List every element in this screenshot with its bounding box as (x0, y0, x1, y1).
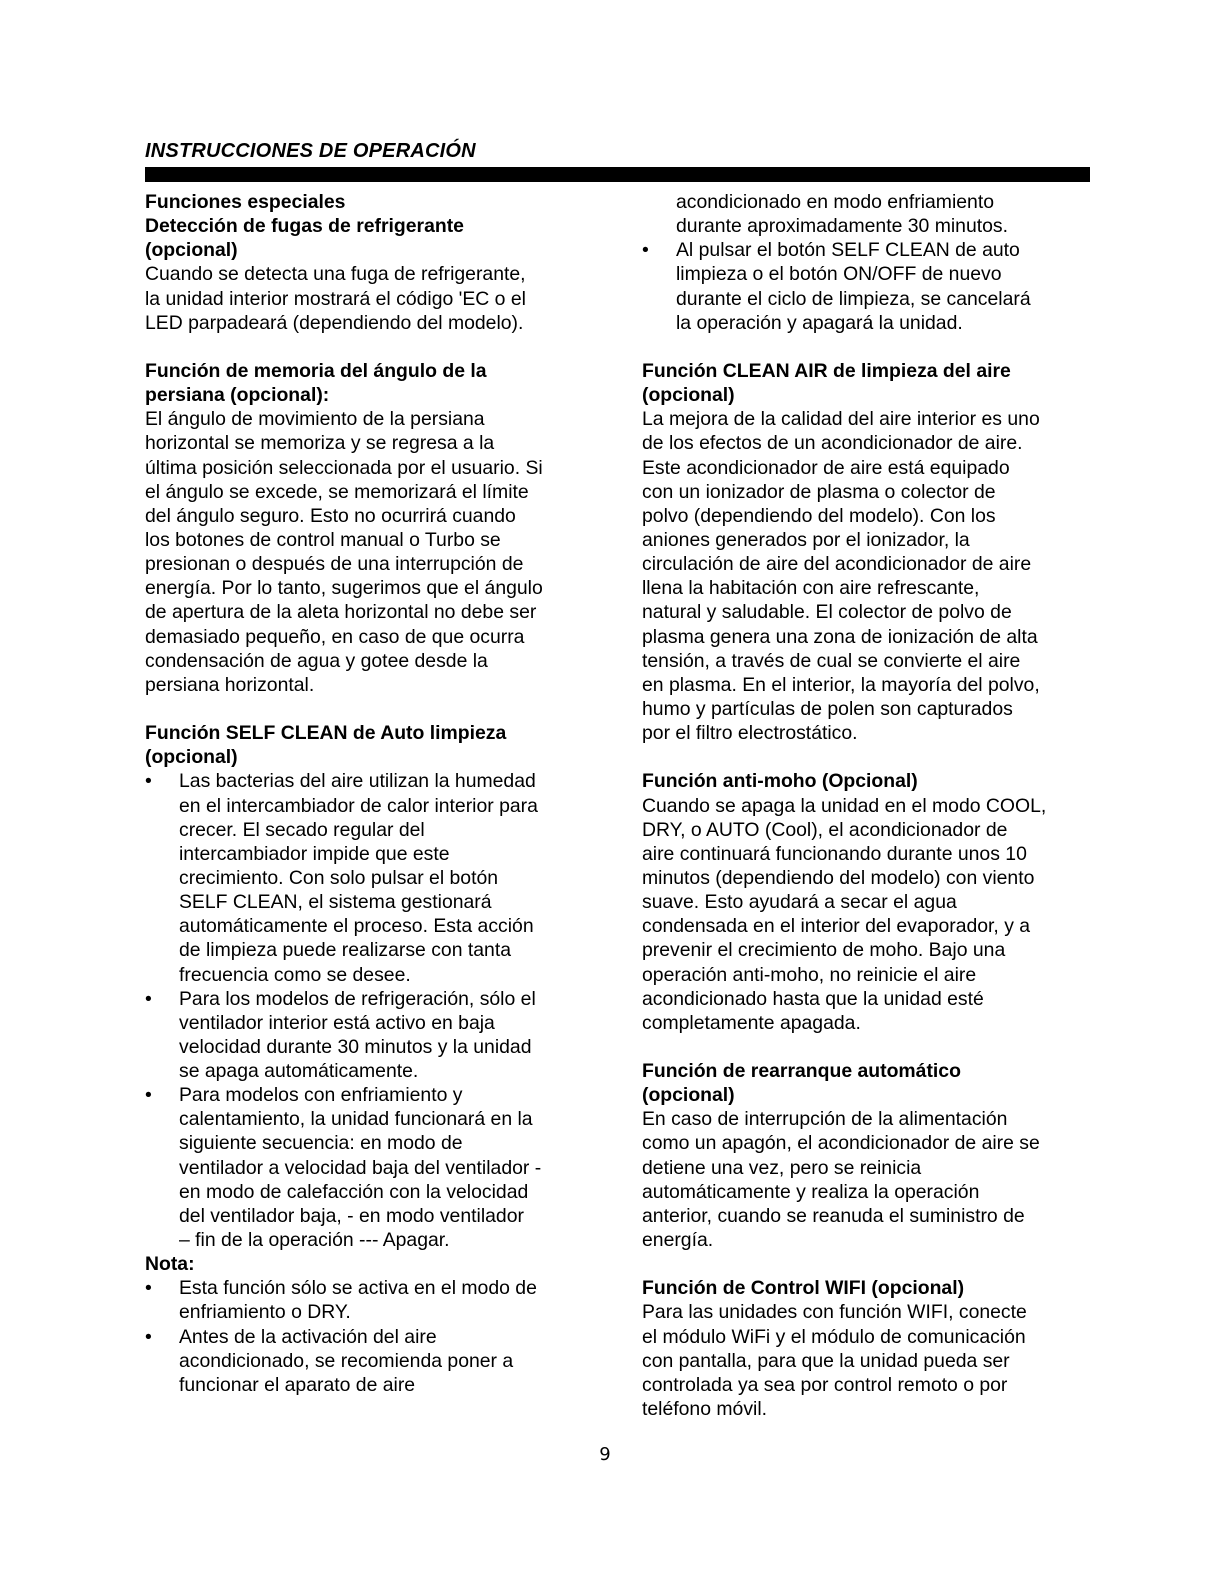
line-text: SELF CLEAN, el sistema gestionará (179, 891, 492, 914)
line-text: automáticamente y realiza la operación (642, 1180, 980, 1203)
bullet-icon: • (642, 239, 649, 262)
text-line (145, 431, 585, 455)
section-heading-line (642, 1083, 1092, 1107)
text-line (642, 1107, 1092, 1131)
bullet-item-line (145, 769, 585, 793)
line-text: limpieza o el botón ON/OFF de nuevo (676, 263, 1002, 286)
text-line (145, 1204, 585, 1228)
line-text: durante aproximadamente 30 minutos. (676, 215, 1008, 238)
text-line (642, 1131, 1092, 1155)
line-text: la operación y apagará la unidad. (676, 311, 963, 334)
line-text: crecer. El secado regular del (179, 818, 425, 841)
line-text: Cuando se detecta una fuga de refrigerante, (145, 263, 526, 286)
text-line (642, 504, 1092, 528)
line-text: velocidad durante 30 minutos y la unidad (179, 1035, 532, 1058)
line-text: Para las unidades con función WIFI, conecte (642, 1301, 1027, 1324)
text-line (642, 576, 1092, 600)
line-text: en modo de calefacción con la velocidad (179, 1180, 529, 1203)
bullet-item-line (145, 1083, 585, 1107)
section-heading-line (145, 359, 585, 383)
text-line (642, 1397, 1092, 1421)
text-line (642, 311, 1092, 335)
text-line (145, 504, 585, 528)
line-text: como un apagón, el acondicionador de aire se (642, 1132, 1040, 1155)
text-line (145, 649, 585, 673)
line-text: persiana (opcional): (145, 384, 330, 407)
paragraph-spacer (642, 1035, 1092, 1059)
line-text: suave. Esto ayudará a secar el agua (642, 891, 957, 914)
text-line (642, 794, 1092, 818)
text-line (642, 1011, 1092, 1035)
text-line (642, 721, 1092, 745)
text-line (642, 214, 1092, 238)
paragraph-spacer (145, 697, 585, 721)
bullet-icon: • (145, 1277, 152, 1300)
bullet-item-line (145, 987, 585, 1011)
text-line (145, 1131, 585, 1155)
line-text: automáticamente el proceso. Esta acción (179, 915, 534, 938)
text-line (145, 963, 585, 987)
left-column (145, 190, 585, 1397)
line-text: intercambiador impide que este (179, 842, 450, 865)
line-text: en el intercambiador de calor interior para (179, 794, 538, 817)
line-text: Cuando se apaga la unidad en el modo COOL, (642, 794, 1047, 817)
text-line (642, 262, 1092, 286)
text-line (642, 1300, 1092, 1324)
line-text: con un ionizador de plasma o colector de (642, 480, 996, 503)
text-line (145, 456, 585, 480)
line-text: controlada ya sea por control remoto o por (642, 1373, 1008, 1396)
text-line (642, 673, 1092, 697)
line-text: teléfono móvil. (642, 1398, 768, 1421)
text-line (642, 407, 1092, 431)
section-heading-line (145, 745, 585, 769)
text-line (642, 842, 1092, 866)
text-line (145, 842, 585, 866)
line-text: frecuencia como se desee. (179, 963, 411, 986)
text-line (145, 1180, 585, 1204)
line-text: aire continuará funcionando durante unos 10 (642, 842, 1027, 865)
text-line (642, 1180, 1092, 1204)
line-text: El ángulo de movimiento de la persiana (145, 408, 485, 431)
text-line (145, 407, 585, 431)
text-line (145, 938, 585, 962)
line-text: prevenir el crecimiento de moho. Bajo una (642, 939, 1006, 962)
line-text: Funciones especiales (145, 191, 346, 213)
right-column (642, 190, 1092, 1421)
text-line (145, 552, 585, 576)
line-text: siguiente secuencia: en modo de (179, 1132, 463, 1155)
section-heading-line (642, 1276, 1092, 1300)
text-line (642, 528, 1092, 552)
text-line (642, 1156, 1092, 1180)
line-text: Función de rearranque automático (642, 1060, 961, 1083)
text-line (642, 649, 1092, 673)
page-header: INSTRUCCIONES DE OPERACIÓN (145, 140, 476, 162)
line-text: Función de memoria del ángulo de la (145, 359, 487, 382)
text-line (642, 1349, 1092, 1373)
line-text: DRY, o AUTO (Cool), el acondicionador de (642, 818, 1008, 841)
bullet-icon: • (145, 770, 152, 793)
line-text: se apaga automáticamente. (179, 1060, 419, 1083)
line-text: condensación de agua y gotee desde la (145, 649, 488, 672)
text-line (145, 480, 585, 504)
line-text: acondicionado hasta que la unidad esté (642, 987, 984, 1010)
text-line (145, 1107, 585, 1131)
line-text: el ángulo se excede, se memorizará el límite (145, 480, 529, 503)
bullet-item-line (145, 1276, 585, 1300)
text-line (642, 480, 1092, 504)
line-text: anterior, cuando se reanuda el suministro de (642, 1204, 1025, 1227)
text-line (642, 1228, 1092, 1252)
paragraph-spacer (642, 745, 1092, 769)
section-heading-line (145, 383, 585, 407)
line-text: persiana horizontal. (145, 673, 315, 696)
line-text: calentamiento, la unidad funcionará en la (179, 1108, 533, 1131)
line-text: circulación de aire del acondicionador de aire (642, 553, 1032, 576)
line-text: energía. Por lo tanto, sugerimos que el ángulo (145, 577, 543, 600)
line-text: LED parpadeará (dependiendo del modelo). (145, 311, 524, 334)
line-text: de los efectos de un acondicionador de aire. (642, 432, 1023, 455)
paragraph-spacer (642, 1252, 1092, 1276)
line-text: Para los modelos de refrigeración, sólo el (179, 987, 536, 1010)
text-line (145, 1349, 585, 1373)
line-text: acondicionado en modo enfriamiento (676, 191, 995, 213)
text-line (642, 890, 1092, 914)
line-text: el módulo WiFi y el módulo de comunicación (642, 1325, 1026, 1348)
line-text: natural y saludable. El colector de polvo de (642, 601, 1012, 624)
text-line (145, 1035, 585, 1059)
text-line (145, 1011, 585, 1035)
line-text: última posición seleccionada por el usuario. Si (145, 456, 543, 479)
line-text: Nota: (145, 1253, 195, 1276)
line-text: detiene una vez, pero se reinicia (642, 1156, 922, 1179)
bullet-icon: • (145, 987, 152, 1010)
line-text: Para modelos con enfriamiento y (179, 1084, 463, 1107)
line-text: durante el ciclo de limpieza, se cancelará (676, 287, 1031, 310)
text-line (145, 1156, 585, 1180)
line-text: (opcional) (145, 746, 238, 769)
text-line (642, 552, 1092, 576)
line-text: energía. (642, 1229, 714, 1252)
line-text: humo y partículas de polen son capturados (642, 697, 1013, 720)
line-text: llena la habitación con aire refrescante, (642, 577, 980, 600)
line-text: Las bacterias del aire utilizan la humedad (179, 770, 536, 793)
line-text: de limpieza puede realizarse con tanta (179, 939, 511, 962)
text-line (642, 625, 1092, 649)
line-text: funcionar el aparato de aire (179, 1373, 416, 1396)
paragraph-spacer (642, 335, 1092, 359)
line-text: la unidad interior mostrará el código 'EC o el (145, 287, 526, 310)
line-text: operación anti-moho, no reinicie el aire (642, 963, 977, 986)
text-line (642, 600, 1092, 624)
text-line (642, 987, 1092, 1011)
line-text: En caso de interrupción de la alimentación (642, 1108, 1008, 1131)
line-text: Función anti-moho (Opcional) (642, 770, 918, 793)
text-line (145, 818, 585, 842)
text-line (145, 1228, 585, 1252)
line-text: del ventilador baja, - en modo ventilador (179, 1204, 524, 1227)
section-heading-line (145, 721, 585, 745)
section-heading-line (145, 238, 585, 262)
line-text: ventilador interior está activo en baja (179, 1011, 495, 1034)
text-line (642, 456, 1092, 480)
line-text: presionan o después de una interrupción de (145, 553, 524, 576)
line-text: por el filtro electrostático. (642, 722, 858, 745)
text-line (145, 625, 585, 649)
text-line (145, 311, 585, 335)
paragraph-spacer (145, 335, 585, 359)
header-rule (145, 167, 1090, 182)
line-text: completamente apagada. (642, 1011, 861, 1034)
line-text: – fin de la operación --- Apagar. (179, 1229, 450, 1252)
text-line (145, 1373, 585, 1397)
line-text: La mejora de la calidad del aire interior es uno (642, 408, 1040, 431)
line-text: Detección de fugas de refrigerante (145, 215, 464, 238)
line-text: con pantalla, para que la unidad pueda ser (642, 1349, 1010, 1372)
line-text: minutos (dependiendo del modelo) con viento (642, 866, 1035, 889)
line-text: de apertura de la aleta horizontal no debe ser (145, 601, 537, 624)
line-text: del ángulo seguro. Esto no ocurrirá cuando (145, 504, 516, 527)
text-line (642, 287, 1092, 311)
text-line (145, 1059, 585, 1083)
text-line (642, 963, 1092, 987)
text-line (642, 697, 1092, 721)
text-line (145, 890, 585, 914)
text-line (642, 938, 1092, 962)
line-text: (opcional) (642, 384, 735, 407)
text-line (145, 600, 585, 624)
line-text: horizontal se memoriza y se regresa a la (145, 432, 495, 455)
line-text: Este acondicionador de aire está equipado (642, 456, 1010, 479)
line-text: ventilador a velocidad baja del ventilador - (179, 1156, 542, 1179)
line-text: (opcional) (145, 239, 238, 262)
text-line (145, 287, 585, 311)
text-line (145, 576, 585, 600)
section-heading-line (145, 1252, 585, 1276)
text-line (642, 818, 1092, 842)
bullet-icon: • (145, 1084, 152, 1107)
text-line (145, 1300, 585, 1324)
line-text: acondicionado, se recomienda poner a (179, 1349, 514, 1372)
line-text: Al pulsar el botón SELF CLEAN de auto (676, 239, 1020, 262)
text-line (145, 528, 585, 552)
line-text: Función CLEAN AIR de limpieza del aire (642, 359, 1011, 382)
text-line (642, 914, 1092, 938)
line-text: tensión, a través de cual se convierte el aire (642, 649, 1021, 672)
text-line (145, 914, 585, 938)
section-heading-line (642, 359, 1092, 383)
text-line (642, 1204, 1092, 1228)
text-line (642, 866, 1092, 890)
section-heading-line (145, 190, 585, 214)
text-line (642, 190, 1092, 214)
bullet-item-line (145, 1325, 585, 1349)
page-number: 9 (599, 1444, 611, 1465)
line-text: demasiado pequeño, en caso de que ocurra (145, 625, 525, 648)
line-text: aniones generados por el ionizador, la (642, 528, 970, 551)
line-text: plasma genera una zona de ionización de alta (642, 625, 1038, 648)
section-heading-line (642, 769, 1092, 793)
line-text: Función de Control WIFI (opcional) (642, 1277, 965, 1300)
line-text: en plasma. En el interior, la mayoría del polvo, (642, 673, 1040, 696)
section-heading-line (642, 1059, 1092, 1083)
text-line (145, 673, 585, 697)
line-text: enfriamiento o DRY. (179, 1301, 351, 1324)
line-text: polvo (dependiendo del modelo). Con los (642, 504, 996, 527)
bullet-icon: • (145, 1325, 152, 1348)
line-text: Esta función sólo se activa en el modo de (179, 1277, 537, 1300)
text-line (145, 262, 585, 286)
text-line (145, 794, 585, 818)
line-text: crecimiento. Con solo pulsar el botón (179, 866, 499, 889)
line-text: (opcional) (642, 1084, 735, 1107)
text-line (145, 866, 585, 890)
text-line (642, 1325, 1092, 1349)
line-text: condensada en el interior del evaporador, y a (642, 915, 1031, 938)
section-heading-line (145, 214, 585, 238)
text-line (642, 1373, 1092, 1397)
line-text: los botones de control manual o Turbo se (145, 528, 501, 551)
line-text: Función SELF CLEAN de Auto limpieza (145, 722, 507, 745)
line-text: Antes de la activación del aire (179, 1325, 437, 1348)
section-heading-line (642, 383, 1092, 407)
text-line (642, 431, 1092, 455)
bullet-item-line (642, 238, 1092, 262)
